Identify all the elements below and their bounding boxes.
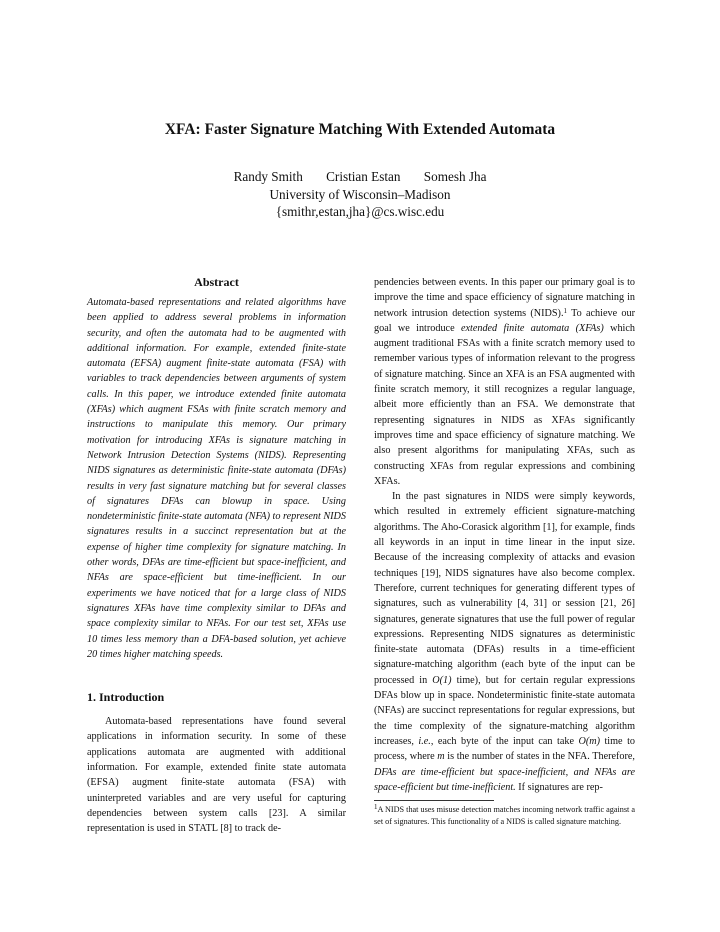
text-run: To achieve our goal we introduce [374, 307, 635, 334]
text-run: , each byte of the input can take [430, 735, 579, 747]
author-name: Somesh Jha [423, 169, 487, 184]
author-name: Randy Smith [233, 169, 303, 184]
abstract-heading: Abstract [194, 275, 239, 289]
footnote-text: A NIDS that uses misuse detection matches incoming network traffic against a set of signatures. This functionality of a NIDS is called signature matching. [374, 805, 635, 826]
text-run: time to process, where [374, 735, 635, 763]
math: m [437, 751, 445, 763]
text-run: pendencies between events. In this paper our primary goal is to improve the time and space efficiency of signature matching in network intrusion detection systems (NIDS). [374, 277, 635, 319]
text-run: time), but for certain regular expressions DFAs blow up in space. Nondeterministic finite-state automata (NFAs) are succinct representations for regular expressions, but the time complexity of the signature-matching algorithm increases, [374, 674, 635, 747]
emphasis: extended finite automata (XFAs) [460, 322, 604, 334]
footnote-mark: 1 [563, 306, 567, 315]
right-column [374, 275, 635, 795]
math: O(m) [578, 735, 600, 747]
section-heading-introduction: 1. Introduction [87, 690, 165, 705]
text-run: If signatures are rep- [515, 781, 603, 793]
footnote-rule [374, 800, 494, 801]
emphasis: i.e. [418, 735, 431, 747]
affiliation: University of Wisconsin–Madison [269, 186, 451, 202]
author-block [0, 168, 720, 221]
author-names [0, 168, 720, 186]
left-column [87, 275, 346, 837]
emphasis: DFAs are time-efficient but space-inefficient, and NFAs are space-efficient but time-inefficient. [374, 766, 635, 793]
abstract-text: Automata-based representations and related algorithms have been applied to address several problems in information security, and often the automata had to be augmented with additional information. For example, extended finite-state automata (EFSA) augment finite-state automata (FSA) with variables to track dependencies between arguments of system calls. In this paper, we introduce extended finite automata (XFAs) which augment FSAs with finite scratch memory and instructions to manipulate this memory. Our primary motivation for introducing XFAs is signature matching in Network Intrusion Detection Systems (NIDS). Representing NIDS signatures as deterministic finite-state automata (DFAs) results in very fast signature matching but for several classes of signatures DFAs can blowup in space. Using nondeterministic finite-state automata (NFA) to represent NIDS signatures results in a succinct representation but at the expense of higher time complexity for signature matching. In other words, DFAs are time-efficient but space-inefficient, and NFAs are space-efficient but time-inefficient. In our experiments we have noticed that for a large class of NIDS signatures XFAs have time complexity similar to DFAs and space complexity similar to NFAs. For our test set, XFAs use 10 times less memory than a DFA-based solution, yet achieve 20 times higher matching speeds. [87, 297, 346, 660]
email: {smithr,estan,jha}@cs.wisc.edu [275, 204, 445, 219]
text-run: which augment traditional FSAs with a finite scratch memory used to remember various types of information relevant to the progress of signature matching. Since an XFA is an FSA augmented with finite scratch memory, it still recognizes a regular language, albeit more efficiently than an FSA. We demonstrate that representing signatures in NIDS as XFAs significantly improves time and space efficiency of signature matching. We also present algorithms for manipulating XFAs, such as constructing XFAs from regular expressions and combining XFAs. [374, 322, 635, 487]
footnote [374, 804, 635, 827]
math: O(1) [432, 674, 452, 686]
author-name: Cristian Estan [326, 169, 401, 184]
text-run: is the number of states in the NFA. Therefore, [444, 751, 635, 763]
intro-paragraph: Automata-based representations have found several applications in information security. In some of these applications automata are augmented with additional information. For example, extended finite state automata (EFSA) augment finite-state automata (FSA) with uninterpreted variables and are very useful for capturing dependencies between system calls [23]. A similar representation is used in STATL [8] to track de- [87, 716, 346, 835]
right-paragraph-1 [374, 275, 635, 489]
footnote-mark: 1 [374, 803, 378, 811]
text-run: In the past signatures in NIDS were simply keywords, which resulted in extremely efficient signature-matching algorithms. The Aho-Corasick algorithm [1], for example, finds all keywords in an input in time linear in the input size. Because of the increasing complexity of attacks and evasion techniques [19], NIDS signatures have also become complex. Therefore, current techniques for generating different types of signatures, such as vulnerability [4, 31] or session [21, 26] signatures, generate signatures that use the full power of regular expressions. Representing NIDS signatures as deterministic finite-state automata (DFAs) results in a time-efficient signature-matching algorithm (each byte of the input can be processed in [374, 491, 635, 686]
right-paragraph-2 [374, 489, 635, 795]
paper-title: XFA: Faster Signature Matching With Extended Automata [164, 121, 556, 138]
